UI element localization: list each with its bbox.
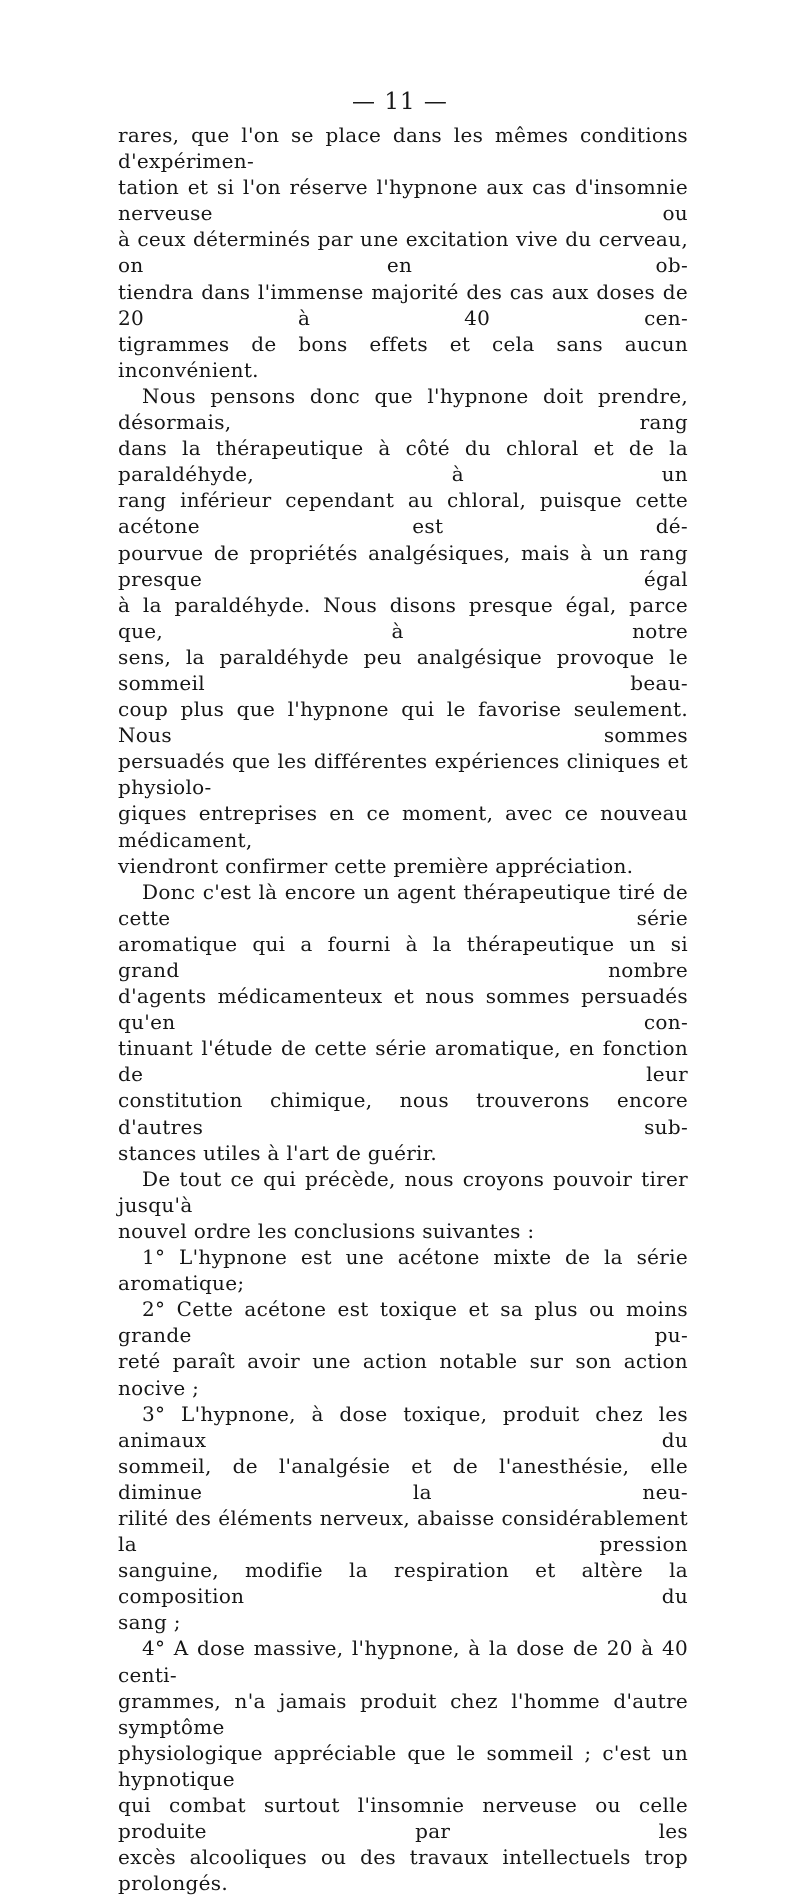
text-line: giques entreprises en ce moment, avec ce nouveau médicament, <box>118 801 688 852</box>
text-line: qui combat surtout l'insomnie nerveuse ou celle produite par les <box>118 1793 688 1844</box>
text-line: pourvue de propriétés analgésiques, mais à un rang presque égal <box>118 540 688 591</box>
text-line: aromatique qui a fourni à la thérapeutique un si grand nombre <box>118 931 688 982</box>
body-text <box>118 122 688 1896</box>
text-line: 3° L'hypnone, à dose toxique, produit chez les animaux du <box>118 1401 688 1452</box>
page-number: — 11 — <box>352 89 448 115</box>
text-line: Nous pensons donc que l'hypnone doit prendre, désormais, rang <box>118 383 688 435</box>
text-line: rilité des éléments nerveux, abaisse considérablement la pression <box>118 1505 688 1557</box>
text-line: tigrammes de bons effets et cela sans aucun inconvénient. <box>118 331 688 382</box>
text-line: à la paraldéhyde. Nous disons presque égal, parce que, à notre <box>118 592 688 643</box>
text-line: De tout ce qui précède, nous croyons pouvoir tirer jusqu'à <box>118 1166 688 1217</box>
text-line: stances utiles à l'art de guérir. <box>118 1140 438 1165</box>
text-line: viendront confirmer cette première appréciation. <box>118 853 634 878</box>
text-line: sanguine, modifie la respiration et altère la composition du <box>118 1558 688 1609</box>
text-line: 1° L'hypnone est une acétone mixte de la série aromatique; <box>118 1245 688 1296</box>
text-line: sang ; <box>118 1610 181 1635</box>
text-line: à ceux déterminés par une excitation vive du cerveau, on en ob- <box>118 227 688 278</box>
text-line: sens, la paraldéhyde peu analgésique provoque le sommeil beau- <box>118 644 688 695</box>
text-line: coup plus que l'hypnone qui le favorise seulement. Nous sommes <box>118 697 688 748</box>
text-line: 2° Cette acétone est toxique et sa plus ou moins grande pu- <box>118 1297 688 1348</box>
text-line: tation et si l'on réserve l'hypnone aux cas d'insomnie nerveuse ou <box>118 175 688 226</box>
text-line: constitution chimique, nous trouverons encore d'autres sub- <box>118 1088 688 1139</box>
text-line: tiendra dans l'immense majorité des cas aux doses de 20 à 40 cen- <box>118 279 688 330</box>
text-line: 4° A dose massive, l'hypnone, à la dose de 20 à 40 centi- <box>118 1636 688 1687</box>
text-line: persuadés que les différentes expériences cliniques et physiolo- <box>118 749 688 800</box>
text-line: excès alcooliques ou des travaux intellectuels trop prolongés. <box>118 1845 688 1896</box>
text-line: rares, que l'on se place dans les mêmes conditions d'expérimen- <box>118 123 688 174</box>
text-line: d'agents médicamenteux et nous sommes persuadés qu'en con- <box>118 984 688 1035</box>
text-line: grammes, n'a jamais produit chez l'homme d'autre symptôme <box>118 1688 688 1739</box>
text-line: reté paraît avoir une action notable sur son action nocive ; <box>118 1349 688 1400</box>
text-line: physiologique appréciable que le sommeil ; c'est un hypnotique <box>118 1740 688 1791</box>
text-line: nouvel ordre les conclusions suivantes : <box>118 1218 535 1243</box>
text-line: tinuant l'étude de cette série aromatique, en fonction de leur <box>118 1036 688 1087</box>
text-line: dans la thérapeutique à côté du chloral et de la paraldéhyde, à un <box>118 436 688 487</box>
text-line: sommeil, de l'analgésie et de l'anesthésie, elle diminue la neu- <box>118 1453 688 1504</box>
text-line: Donc c'est là encore un agent thérapeutique tiré de cette série <box>118 879 688 930</box>
text-line: rang inférieur cependant au chloral, puisque cette acétone est dé- <box>118 488 688 539</box>
